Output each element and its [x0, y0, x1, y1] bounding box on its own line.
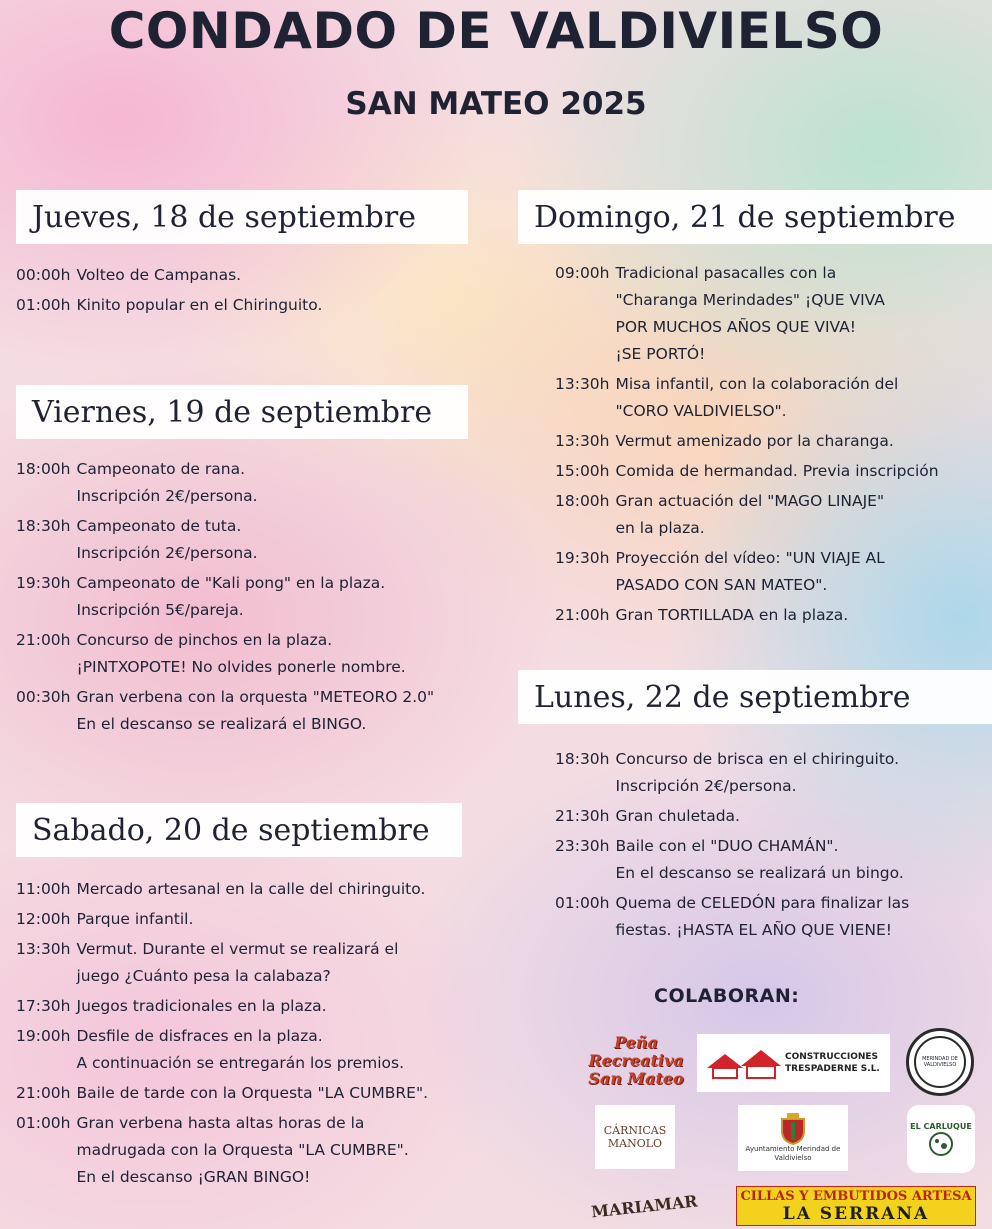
event-description: Concurso de pinchos en la plaza. ¡PINTXOPOTE! No olvides ponerle nombre.	[76, 631, 406, 676]
event-time: 01:00h	[555, 894, 610, 912]
event-time: 13:30h	[555, 432, 610, 450]
logo-ayuntamiento	[738, 1105, 848, 1171]
event-time: 23:30h	[555, 837, 610, 855]
events-domingo	[555, 260, 985, 632]
logo-el-carluque	[907, 1105, 975, 1173]
event-description: Gran TORTILLADA en la plaza.	[615, 606, 849, 624]
houses-icon	[705, 1046, 785, 1080]
day-header-domingo	[518, 190, 992, 244]
page-title: CONDADO DE VALDIVIELSO	[108, 2, 884, 60]
event-description: Concurso de brisca en el chiringuito. Inscripción 2€/persona.	[615, 750, 900, 795]
event-item	[555, 833, 987, 887]
event-time: 11:00h	[16, 880, 71, 898]
event-time: 09:00h	[555, 264, 610, 282]
event-item	[16, 1023, 506, 1077]
logo-construcciones-label: CONSTRUCCIONES TRESPADERNE S.L.	[785, 1052, 880, 1074]
event-time: 17:30h	[16, 997, 71, 1015]
day-header-label: Lunes, 22 de septiembre	[534, 679, 911, 715]
day-header-label: Viernes, 19 de septiembre	[32, 394, 433, 430]
logo-serrana-line1: CILLAS Y EMBUTIDOS ARTESA	[740, 1188, 972, 1204]
event-time: 19:00h	[16, 1027, 71, 1045]
event-item	[555, 803, 987, 830]
seal-ring	[914, 1036, 966, 1088]
event-time: 15:00h	[555, 462, 610, 480]
event-description: Gran actuación del "MAGO LINAJE" en la plaza.	[615, 492, 885, 537]
event-item	[555, 545, 985, 599]
event-time: 21:00h	[16, 631, 71, 649]
logo-ayuntamiento-label: Ayuntamiento Merindad de Valdivielso	[745, 1145, 841, 1162]
event-item	[16, 936, 506, 990]
event-description: Vermut amenizado por la charanga.	[615, 432, 894, 450]
logo-construcciones	[697, 1034, 890, 1092]
event-item	[16, 993, 506, 1020]
events-viernes	[16, 456, 496, 741]
event-description: Tradicional pasacalles con la "Charanga Merindades" ¡QUE VIVA POR MUCHOS AÑOS QUE VIVA! ¡SE PORTÓ!	[615, 264, 885, 363]
event-description: Misa infantil, con la colaboración del "CORO VALDIVIELSO".	[615, 375, 899, 420]
event-time: 13:30h	[16, 940, 71, 958]
event-description: Proyección del vídeo: "UN VIAJE AL PASADO CON SAN MATEO".	[615, 549, 885, 594]
event-item	[16, 570, 496, 624]
event-time: 21:00h	[16, 1084, 71, 1102]
event-item	[555, 428, 985, 455]
event-item	[16, 1110, 506, 1191]
event-time: 00:30h	[16, 688, 71, 706]
event-description: Mercado artesanal en la calle del chiringuito.	[76, 880, 426, 898]
event-time: 01:00h	[16, 296, 71, 314]
page-subtitle: SAN MATEO 2025	[345, 86, 647, 122]
event-description: Baile de tarde con la Orquesta "LA CUMBRE".	[76, 1084, 428, 1102]
event-item	[16, 292, 486, 319]
logo-carluque-label: EL CARLUQUE	[910, 1121, 972, 1131]
day-header-label: Jueves, 18 de septiembre	[32, 199, 416, 235]
event-description: Quema de CELEDÓN para finalizar las fiestas. ¡HASTA EL AÑO QUE VIENE!	[615, 894, 910, 939]
event-item	[16, 684, 496, 738]
logo-mariamar	[589, 1186, 699, 1226]
event-description: Comida de hermandad. Previa inscripción	[615, 462, 939, 480]
logo-pena-recreativa	[583, 1030, 689, 1092]
event-item	[555, 371, 985, 425]
logo-mariamar-label: MARIAMAR	[589, 1190, 699, 1222]
event-item	[16, 456, 496, 510]
event-description: Kinito popular en el Chiringuito.	[76, 296, 323, 314]
event-item	[16, 906, 506, 933]
seal-label: MERINDAD DE VALDIVIELSO	[922, 1056, 958, 1068]
event-time: 19:30h	[555, 549, 610, 567]
logo-la-serrana	[736, 1186, 976, 1226]
event-time: 12:00h	[16, 910, 71, 928]
event-item	[555, 890, 987, 944]
events-sabado	[16, 876, 506, 1194]
event-item	[16, 627, 496, 681]
event-time: 01:00h	[16, 1114, 71, 1132]
event-time: 13:30h	[555, 375, 610, 393]
event-item	[16, 262, 486, 289]
logo-serrana-line2: LA SERRANA	[782, 1203, 930, 1224]
event-time: 21:30h	[555, 807, 610, 825]
event-time: 19:30h	[16, 574, 71, 592]
logo-carnicas-manolo	[595, 1105, 675, 1169]
event-description: Baile con el "DUO CHAMÁN". En el descanso se realizará un bingo.	[615, 837, 904, 882]
event-description: Campeonato de "Kali pong" en la plaza. Inscripción 5€/pareja.	[76, 574, 386, 619]
logo-pena-label: Peña Recreativa San Mateo	[588, 1033, 684, 1088]
event-description: Parque infantil.	[76, 910, 194, 928]
sponsors-heading: COLABORAN:	[654, 985, 800, 1007]
event-item	[16, 876, 506, 903]
event-item	[16, 1080, 506, 1107]
event-item	[555, 260, 985, 368]
logo-carnicas-label: CÁRNICAS MANOLO	[603, 1124, 667, 1150]
day-header-sabado	[16, 803, 462, 857]
event-description: Vermut. Durante el vermut se realizará el juego ¿Cuánto pesa la calabaza?	[76, 940, 399, 985]
day-header-lunes	[518, 670, 992, 724]
event-description: Gran verbena hasta altas horas de la madrugada con la Orquesta "LA CUMBRE". En el descanso ¡GRAN BINGO!	[76, 1114, 409, 1186]
event-description: Desfile de disfraces en la plaza. A continuación se entregarán los premios.	[76, 1027, 405, 1072]
event-description: Gran verbena con la orquesta "METEORO 2.0" En el descanso se realizará el BINGO.	[76, 688, 435, 733]
day-header-label: Sabado, 20 de septiembre	[32, 812, 430, 848]
event-description: Volteo de Campanas.	[76, 266, 242, 284]
event-description: Campeonato de tuta. Inscripción 2€/persona.	[76, 517, 258, 562]
event-item	[555, 746, 987, 800]
coat-of-arms-icon	[778, 1113, 808, 1145]
event-item	[555, 488, 985, 542]
day-header-label: Domingo, 21 de septiembre	[534, 199, 956, 235]
event-item	[16, 513, 496, 567]
event-time: 18:00h	[16, 460, 71, 478]
event-description: Juegos tradicionales en la plaza.	[76, 997, 327, 1015]
event-time: 18:30h	[16, 517, 71, 535]
event-time: 18:00h	[555, 492, 610, 510]
cheese-icon	[926, 1131, 956, 1157]
events-lunes	[555, 746, 987, 947]
event-item	[555, 602, 985, 629]
event-time: 21:00h	[555, 606, 610, 624]
logo-merindad-seal	[906, 1028, 974, 1096]
event-time: 00:00h	[16, 266, 71, 284]
event-item	[555, 458, 985, 485]
event-description: Campeonato de rana. Inscripción 2€/persona.	[76, 460, 258, 505]
events-jueves	[16, 262, 486, 322]
day-header-viernes	[16, 385, 468, 439]
event-time: 18:30h	[555, 750, 610, 768]
event-description: Gran chuletada.	[615, 807, 740, 825]
day-header-jueves	[16, 190, 468, 244]
